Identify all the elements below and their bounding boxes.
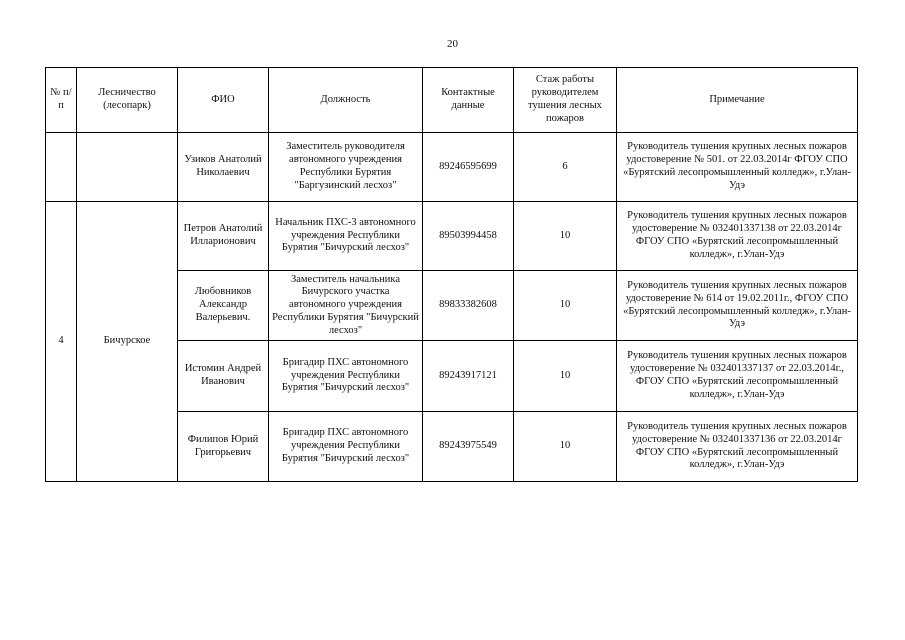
table-row — [46, 133, 858, 202]
cell-num — [46, 133, 77, 202]
cell-forestry — [77, 133, 178, 202]
header-experience: Стаж работы руководителем тушения лесных пожаров — [514, 68, 617, 133]
header-num: № п/п — [46, 68, 77, 133]
cell-position: Бригадир ПХС автономного учреждения Республики Бурятия "Бичурский лесхоз" — [269, 341, 423, 412]
cell-experience: 10 — [514, 412, 617, 482]
fire-managers-table — [45, 67, 858, 482]
cell-position: Начальник ПХС-3 автономного учреждения Республики Бурятия "Бичурский лесхоз" — [269, 202, 423, 271]
cell-name: Узиков Анатолий Николаевич — [178, 133, 269, 202]
cell-note: Руководитель тушения крупных лесных пожаров удостоверение № 032401337138 от 22.03.2014г ФГОУ СПО «Бурятский лесопромышленный колледж», г.Улан-Удэ — [617, 202, 858, 271]
cell-position: Заместитель руководителя автономного учреждения Республики Бурятия "Баргузинский лесхоз" — [269, 133, 423, 202]
page-number: 20 — [447, 38, 458, 50]
cell-contact: 89243917121 — [423, 341, 514, 412]
table-row — [46, 202, 858, 271]
cell-contact: 89833382608 — [423, 271, 514, 341]
header-position: Должность — [269, 68, 423, 133]
cell-name: Любовников Александр Валерьевич. — [178, 271, 269, 341]
table-header — [46, 68, 858, 133]
cell-experience: 10 — [514, 271, 617, 341]
cell-contact: 89503994458 — [423, 202, 514, 271]
cell-name: Истомин Андрей Иванович — [178, 341, 269, 412]
cell-note: Руководитель тушения крупных лесных пожаров удостоверение № 614 от 19.02.2011г., ФГОУ СПО «Бурятский лесопромышленный колледж», г.Улан-Удэ — [617, 271, 858, 341]
header-forestry: Лесничество (лесопарк) — [77, 68, 178, 133]
cell-note: Руководитель тушения крупных лесных пожаров удостоверение № 032401337137 от 22.03.2014г., ФГОУ СПО «Бурятский лесопромышленный колледж», г.Улан-Удэ — [617, 341, 858, 412]
header-contact: Контактные данные — [423, 68, 514, 133]
cell-name: Петров Анатолий Илларионович — [178, 202, 269, 271]
cell-experience: 10 — [514, 341, 617, 412]
header-note: Примечание — [617, 68, 858, 133]
cell-experience: 10 — [514, 202, 617, 271]
cell-note: Руководитель тушения крупных лесных пожаров удостоверение № 501. от 22.03.2014г ФГОУ СПО «Бурятский лесопромышленный колледж», г.Улан-Удэ — [617, 133, 858, 202]
cell-contact: 89243975549 — [423, 412, 514, 482]
header-name: ФИО — [178, 68, 269, 133]
cell-forestry-group: Бичурское — [77, 202, 178, 482]
cell-experience: 6 — [514, 133, 617, 202]
cell-position: Бригадир ПХС автономного учреждения Республики Бурятия "Бичурский лесхоз" — [269, 412, 423, 482]
cell-num-group: 4 — [46, 202, 77, 482]
cell-note: Руководитель тушения крупных лесных пожаров удостоверение № 032401337136 от 22.03.2014г ФГОУ СПО «Бурятский лесопромышленный колледж», г.Улан-Удэ — [617, 412, 858, 482]
cell-position: Заместитель начальника Бичурского участка автономного учреждения Республики Бурятия "Бичурский лесхоз" — [269, 271, 423, 341]
cell-name: Филипов Юрий Григорьевич — [178, 412, 269, 482]
cell-contact: 89246595699 — [423, 133, 514, 202]
